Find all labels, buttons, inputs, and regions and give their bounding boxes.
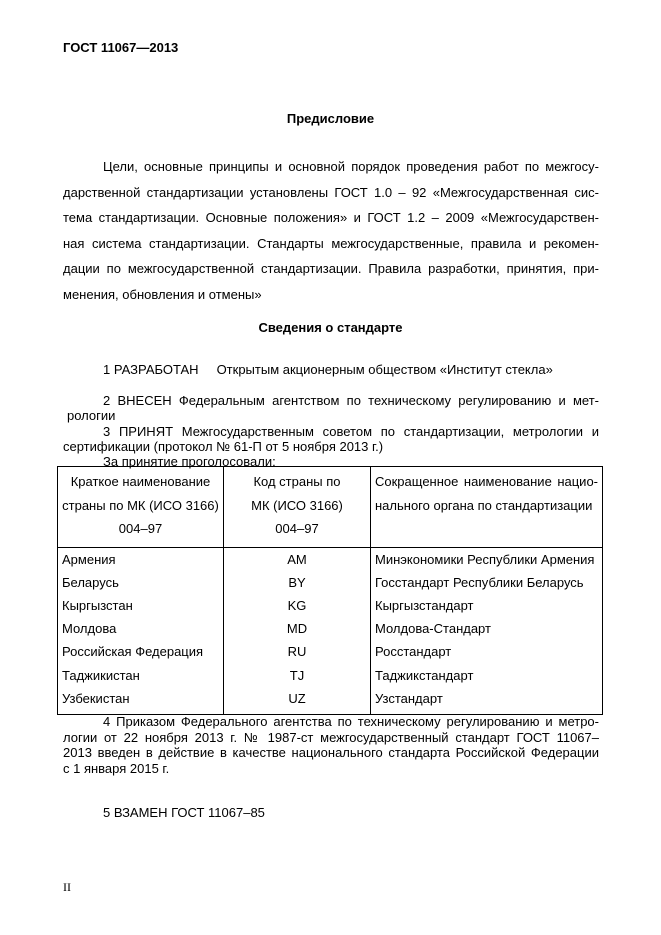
- item-developed: [103, 362, 553, 377]
- body-cell: Таджикстандарт: [371, 664, 603, 687]
- body-cell: Молдова-Стандарт: [371, 617, 603, 640]
- code-cell: MD: [224, 617, 371, 640]
- item-developed-org: Открытым акционерным обществом «Институт стекла»: [216, 362, 553, 377]
- body-cell: Росстандарт: [371, 640, 603, 663]
- voting-states-table: [57, 466, 603, 715]
- table-row: [58, 640, 603, 663]
- item-enacted-line: 4 Приказом Федерального агентства по техническому регулированию и метро-: [103, 714, 599, 729]
- foreword-paragraph: [63, 154, 599, 308]
- item-enacted-line: логии от 22 ноября 2013 г. № 1987-ст межгосударственный стандарт ГОСТ 11067–: [63, 729, 599, 745]
- country-cell: Российская Федерация: [58, 640, 224, 663]
- document-code-header: ГОСТ 11067—2013: [63, 40, 179, 55]
- item-developed-label: 1 РАЗРАБОТАН: [103, 362, 199, 377]
- country-cell: Таджикистан: [58, 664, 224, 687]
- header-standards-body: Сокращенное наименование нацио- нального органа по стандартизации: [371, 467, 603, 548]
- item-submitted-line: 2 ВНЕСЕН Федеральным агентством по техническому регулированию и мет-: [103, 393, 599, 408]
- item-enacted-line: 2013 введен в действие в качестве национального стандарта Российской Федерации: [63, 745, 599, 760]
- code-cell: BY: [224, 571, 371, 594]
- country-cell: Кыргызстан: [58, 594, 224, 617]
- body-cell: Кыргызстандарт: [371, 594, 603, 617]
- vote-label: За принятие проголосовали:: [103, 454, 276, 469]
- foreword-line: тема стандартизации. Основные положения» и ГОСТ 1.2 – 2009 «Межгосударствен-: [63, 210, 599, 226]
- foreword-line: Цели, основные принципы и основной порядок проведения работ по межгосу-: [103, 159, 599, 174]
- item-adopted-line: сертификации (протокол № 61-П от 5 ноября 2013 г.): [63, 439, 384, 454]
- item-submitted: [63, 393, 599, 423]
- table-row: [58, 571, 603, 594]
- country-cell: Узбекистан: [58, 687, 224, 715]
- code-cell: UZ: [224, 687, 371, 715]
- table-row: [58, 594, 603, 617]
- foreword-line: дации по межгосударственной стандартизации. Правила разработки, принятия, при-: [63, 261, 599, 277]
- country-cell: Армения: [58, 547, 224, 571]
- table-row: [58, 547, 603, 571]
- code-cell: TJ: [224, 664, 371, 687]
- header-country-code: Код страны по МК (ИСО 3166) 004–97: [224, 467, 371, 548]
- body-cell: Минэкономики Республики Армения: [371, 547, 603, 571]
- item-enacted: [63, 714, 599, 776]
- item-adopted: [63, 424, 599, 454]
- code-cell: KG: [224, 594, 371, 617]
- foreword-line: ная система стандартизации. Стандарты межгосударственные, правила и рекомен-: [63, 235, 599, 251]
- foreword-title: Предисловие: [286, 111, 375, 126]
- table-header-row: [58, 467, 603, 548]
- table-row: [58, 687, 603, 715]
- item-replaces: 5 ВЗАМЕН ГОСТ 11067–85: [103, 805, 265, 820]
- code-cell: RU: [224, 640, 371, 663]
- item-adopted-line: 3 ПРИНЯТ Межгосударственным советом по стандартизации, метрологии и: [103, 424, 599, 439]
- body-cell: Узстандарт: [371, 687, 603, 715]
- country-cell: Беларусь: [58, 571, 224, 594]
- body-cell: Госстандарт Республики Беларусь: [371, 571, 603, 594]
- header-country-name: Краткое наименование страны по МК (ИСО 3166) 004–97: [58, 467, 224, 548]
- standard-info-title: Сведения о стандарте: [258, 320, 403, 335]
- table-row: [58, 664, 603, 687]
- foreword-line: дарственной стандартизации установлены ГОСТ 1.0 – 92 «Межгосударственная сис-: [63, 184, 599, 200]
- foreword-line: менения, обновления и отмены»: [63, 286, 262, 302]
- code-cell: AM: [224, 547, 371, 571]
- item-submitted-line: рологии: [67, 408, 116, 423]
- table-row: [58, 617, 603, 640]
- country-cell: Молдова: [58, 617, 224, 640]
- page-number: II: [63, 880, 71, 894]
- item-enacted-line: с 1 января 2015 г.: [63, 760, 170, 776]
